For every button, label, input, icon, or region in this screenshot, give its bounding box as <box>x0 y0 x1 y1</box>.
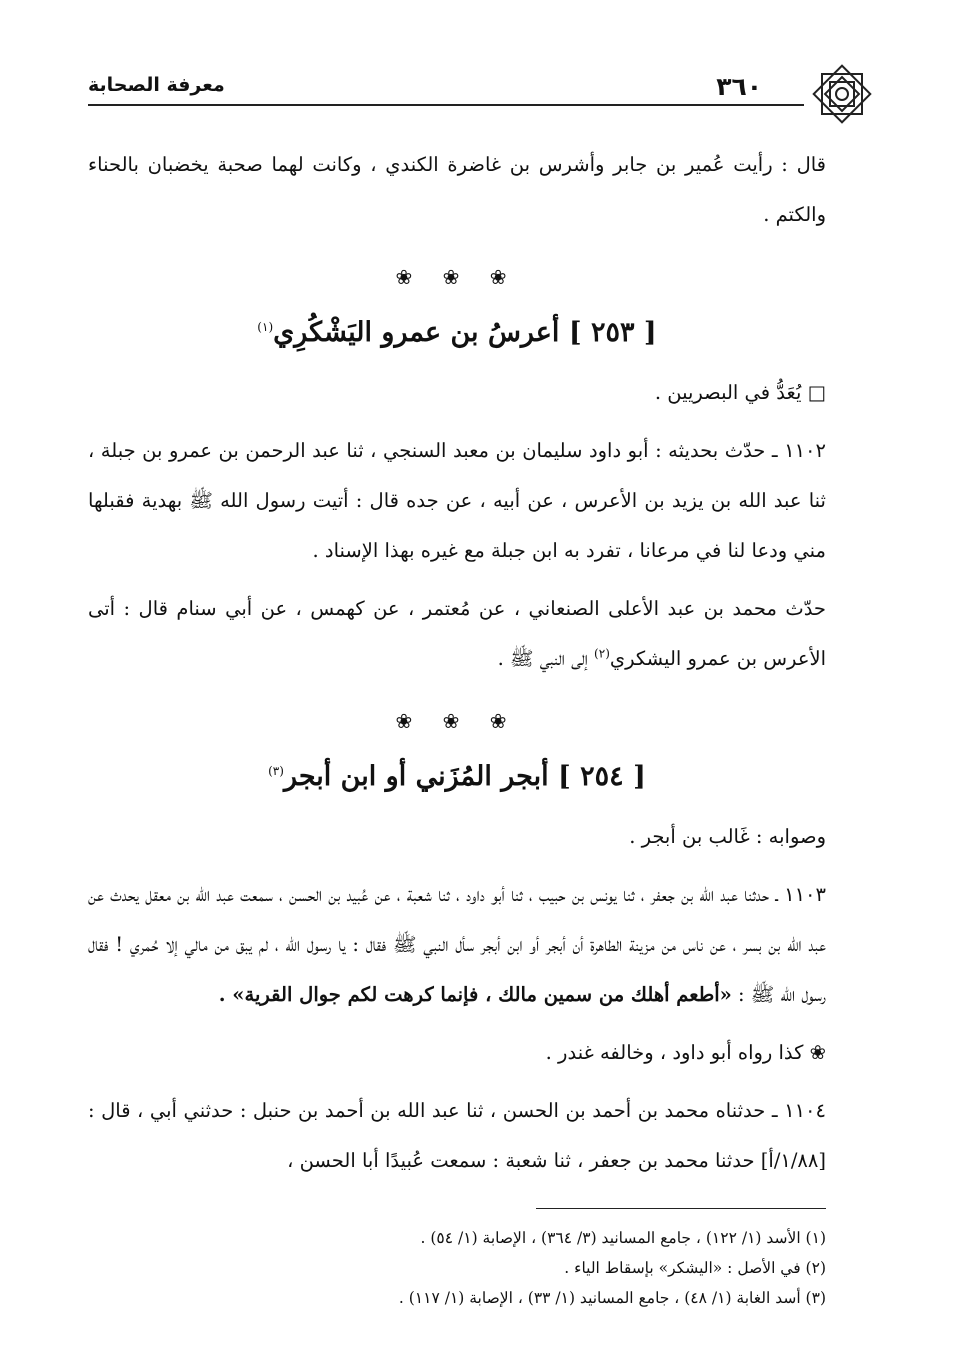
paragraph-text: فقال رسول الله ﷺ : <box>88 933 826 1006</box>
entry-title: [ ٢٥٤ ] أبجر المُزَني أو ابن أبجر <box>283 761 646 792</box>
paragraph: □ يُعَدُّ في البصريين . <box>654 381 826 404</box>
hadith-1103 <box>88 870 826 1020</box>
section-separator: ❀ ❀ ❀ <box>395 265 519 289</box>
paragraph: قال : رأيت عُمير بن جابر وأشرس بن غاضرة الكندي ، وكانت لهما صحبة يخضبان بالحناء والكتم . <box>88 153 826 226</box>
page-header <box>88 62 874 106</box>
section-separator: ❀ ❀ ❀ <box>395 709 519 733</box>
page-number: ٣٦٠ <box>716 72 762 101</box>
paragraph <box>88 584 826 684</box>
footnote-ref: (٢) <box>594 646 610 661</box>
footnote-ref: (١) <box>257 320 274 334</box>
paragraph-text: إلى النبي ﷺ . <box>497 647 595 670</box>
main-text <box>88 140 826 1186</box>
hadith-1104: ١١٠٤ ـ حدثناه محمد بن أحمد بن الحسن ، ثنا عبد الله بن أحمد بن حنبل : حدثني أبي ، قال : [١/٨٨/أ] حدثنا محمد بن جعفر ، ثنا شعبة : سمعت عُبيدًا أبا الحسن ، <box>88 1099 826 1172</box>
footnote: (٣) أسد الغابة (١/ ٤٨) ، جامع المسانيد (١/ ٣٣) ، الإصابة (١/ ١١٧) . <box>398 1289 826 1307</box>
paragraph-text: ١١٠٣ ـ حدثنا عبد الله بن جعفر ، ثنا يونس بن حبيب ، ثنا أبو داود ، ثنا شعبة ، عن عُبيد بن الحسن ، سمعت عبد الله بن معقل يحدث عن عبد الله بن بسر ، عن ناس من مزينة الطاهرة أن أبجر أو ابن أبجر سأل النبي ﷺ فقال : يا رسول الله ، لم يبق من مالي إلا حُمري ! <box>88 883 827 956</box>
star-ornament-icon <box>810 62 874 126</box>
entry-heading-254 <box>88 752 826 802</box>
footnote-ref: (٣) <box>268 764 284 778</box>
paragraph-text: حدّث محمد بن عبد الأعلى الصنعاني ، عن مُعتمر ، عن كهمس ، عن أبي سنام قال : أتى الأعرس بن عمرو اليشكري <box>88 597 826 670</box>
paragraph: وصوابه : غَالب بن أبجر . <box>629 825 826 848</box>
hadith-1102: ١١٠٢ ـ حدّث بحديثه : أبو داود سليمان بن معبد السنجي ، ثنا عبد الرحمن بن عمرو بن جبلة ، ثنا عبد الله بن يزيد بن الأعرس ، عن أبيه ، عن جده قال : أتيت رسول الله ﷺ بهدية فقبلها مني ودعا لنا في مرعانا ، تفرد به ابن جبلة مع غيره بهذا الإسناد . <box>88 439 826 562</box>
paragraph: ❀ كذا رواه أبو داود ، وخالفه غندر . <box>545 1041 826 1064</box>
footnotes <box>88 1208 826 1313</box>
entry-heading-253 <box>88 308 826 358</box>
entry-title: [ ٢٥٣ ] أعرسُ بن عمرو اليَشْكُرِي <box>273 317 657 348</box>
footnote: (٢) في الأصل : «اليشكر» بإسقاط الياء . <box>564 1259 826 1277</box>
footnote: (١) الأسد (١/ ١٢٢) ، جامع المسانيد (٣/ ٣٦٤) ، الإصابة (١/ ٥٤) . <box>420 1229 826 1247</box>
book-title: معرفة الصحابة <box>88 74 225 96</box>
footnote-divider <box>536 1208 826 1209</box>
header-divider <box>88 104 804 106</box>
prophetic-quote: «أطعم أهلك من سمين مالك ، فإنما كرهت لكم جوال القرية» . <box>218 983 732 1006</box>
